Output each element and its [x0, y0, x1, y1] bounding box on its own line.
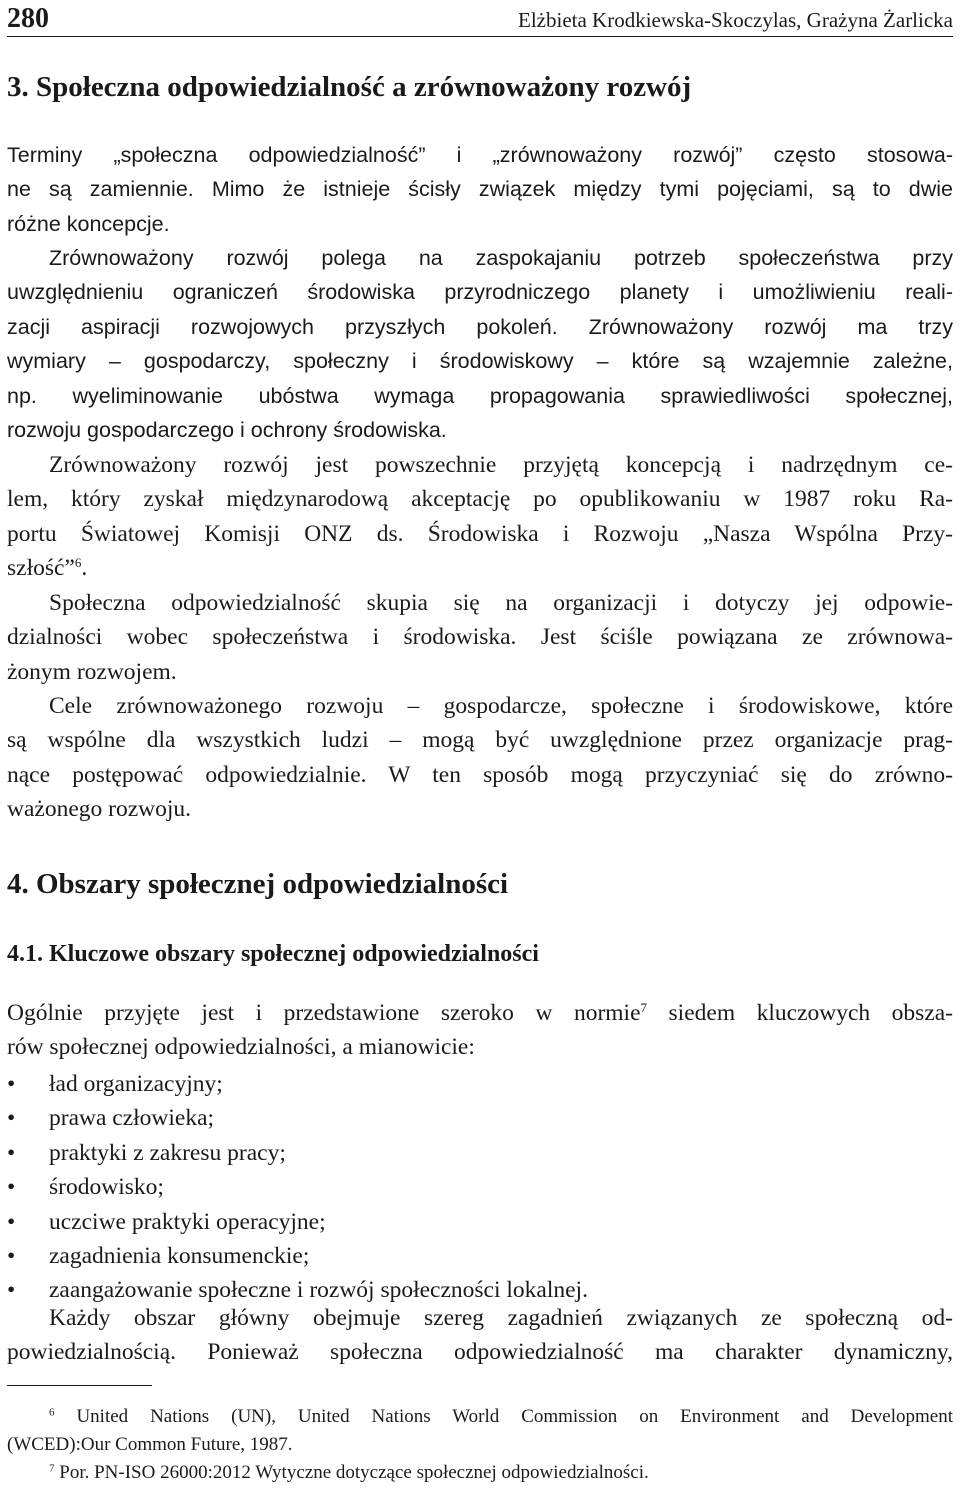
list-item — [7, 1239, 953, 1273]
bullet-icon: • — [7, 1139, 16, 1166]
list-item — [7, 1067, 953, 1101]
bullet-icon: • — [7, 1208, 16, 1235]
list-item — [7, 1170, 953, 1204]
footnote-number: 6 — [49, 1406, 55, 1419]
text-line: rozwoju gospodarczego i ochrony środowiska. — [7, 417, 447, 442]
page-header — [7, 4, 953, 37]
text-line: różne koncepcje. — [7, 211, 170, 236]
list-item — [7, 1205, 953, 1239]
closing-paragraph — [7, 1301, 953, 1370]
text-line: dzialności wobec społeczeństwa i środowiska. Jest ściśle powiązana ze zrównowa- — [7, 624, 953, 651]
paragraph-1 — [7, 138, 953, 241]
text-line: Cele zrównoważonego rozwoju – gospodarcze, społeczne i środowiskowe, które — [49, 693, 953, 719]
section-3-heading: 3. Społeczna odpowiedzialność a zrównoważony rozwój — [7, 71, 692, 103]
key-areas-list — [7, 1067, 953, 1308]
list-item-text: ład organizacyjny; — [49, 1071, 223, 1097]
text-line: portu Światowej Komisji ONZ ds. Środowiska i Rozwoju „Nasza Wspólna Przy- — [7, 520, 953, 547]
text-line: (WCED):Our Common Future, 1987. — [7, 1434, 293, 1455]
running-head: Elżbieta Krodkiewska-Skoczylas, Grażyna Żarlicka — [518, 8, 953, 32]
list-item-text: praktyki z zakresu pracy; — [49, 1139, 286, 1166]
text-fragment: Ogólnie przyjęte jest i przedstawione szeroko w normie — [7, 1000, 641, 1026]
text-line: Zrównoważony rozwój jest powszechnie przyjętą koncepcją i nadrzędnym ce- — [49, 452, 953, 478]
text-line: Każdy obszar główny obejmuje szereg zagadnień związanych ze społeczną od- — [49, 1305, 953, 1331]
text-line: powiedzialnością. Ponieważ społeczna odpowiedzialność ma charakter dynamiczny, — [7, 1339, 953, 1366]
footnote-7 — [7, 1459, 953, 1487]
text-line: ważonego rozwoju. — [7, 796, 192, 823]
text-line: wymiary – gospodarczy, społeczny i środowiskowy – które są wzajemnie zależne, — [7, 349, 953, 374]
list-item-text: zaangażowanie społeczne i rozwój społeczności lokalnej. — [49, 1277, 588, 1304]
list-item-text: uczciwe praktyki operacyjne; — [49, 1208, 326, 1235]
bullet-icon: • — [7, 1242, 16, 1269]
text-line — [7, 1459, 953, 1487]
text-line: Zrównoważony rozwój polega na zaspokajaniu potrzeb społeczeństwa przy — [49, 246, 953, 270]
text-line: lem, który zyskał międzynarodową akceptację po opublikowaniu w 1987 roku Ra- — [7, 486, 953, 513]
list-item-text: środowisko; — [49, 1174, 164, 1201]
paragraph-5 — [7, 689, 953, 827]
footnote-divider — [7, 1385, 152, 1386]
bullet-icon: • — [7, 1277, 16, 1304]
text-line: uwzględnieniu ograniczeń środowiska przyrodniczego planety i umożliwieniu reali- — [7, 280, 953, 305]
list-item-text: zagadnienia konsumenckie; — [49, 1242, 310, 1269]
bullet-icon: • — [7, 1105, 16, 1132]
bullet-icon: • — [7, 1174, 16, 1201]
text-line: Terminy „społeczna odpowiedzialność” i „zrównoważony rozwój” często stosowa- — [7, 143, 953, 167]
list-item-text: prawa człowieka; — [49, 1105, 215, 1132]
text-fragment: . — [81, 555, 88, 582]
footnote-number: 7 — [49, 1462, 55, 1475]
paragraph-2 — [7, 241, 953, 447]
text-fragment: szłość” — [7, 555, 75, 582]
text-line: nące postępować odpowiedzialnie. W ten sposób mogą przyczyniać się do zrówno- — [7, 761, 953, 788]
text-line — [7, 996, 953, 1030]
section-4-1-heading: 4.1. Kluczowe obszary społecznej odpowiedzialności — [7, 941, 539, 967]
footnote-ref-6: 6 — [74, 555, 82, 571]
text-line — [7, 1403, 953, 1431]
text-line: ne są zamiennie. Mimo że istnieje ścisły związek między tymi pojęciami, są to dwie — [7, 177, 953, 202]
text-fragment: siedem kluczowych obsza- — [647, 1000, 953, 1026]
text-line: zacji aspiracji rozwojowych przyszłych pokoleń. Zrównoważony rozwój ma trzy — [7, 314, 953, 339]
footnote-6 — [7, 1403, 953, 1459]
bullet-icon: • — [7, 1071, 16, 1097]
page-number: 280 — [7, 3, 49, 34]
paragraph-3 — [7, 448, 953, 586]
paragraph-4 — [7, 586, 953, 689]
text-line: np. wyeliminowanie ubóstwa wymaga propagowania sprawiedliwości społecznej, — [7, 383, 953, 408]
intro-paragraph — [7, 996, 953, 1065]
list-item — [7, 1136, 953, 1170]
footnote-text: Por. PN-ISO 26000:2012 Wytyczne dotyczące społecznej odpowiedzialności. — [59, 1462, 649, 1483]
text-line — [7, 551, 953, 585]
text-line: żonym rozwojem. — [7, 658, 177, 685]
section-4-heading: 4. Obszary społecznej odpowiedzialności — [7, 868, 509, 900]
list-item — [7, 1101, 953, 1135]
footnote-ref-7: 7 — [640, 1000, 648, 1016]
text-line: Społeczna odpowiedzialność skupia się na organizacji i dotyczy jej odpowie- — [49, 590, 953, 616]
text-line: są wspólne dla wszystkich ludzi – mogą być uwzględnione przez organizacje prag- — [7, 727, 953, 754]
text-line: rów społecznej odpowiedzialności, a mianowicie: — [7, 1034, 475, 1061]
footnote-text: United Nations (UN), United Nations World Commission on Environment and Development — [76, 1406, 953, 1427]
